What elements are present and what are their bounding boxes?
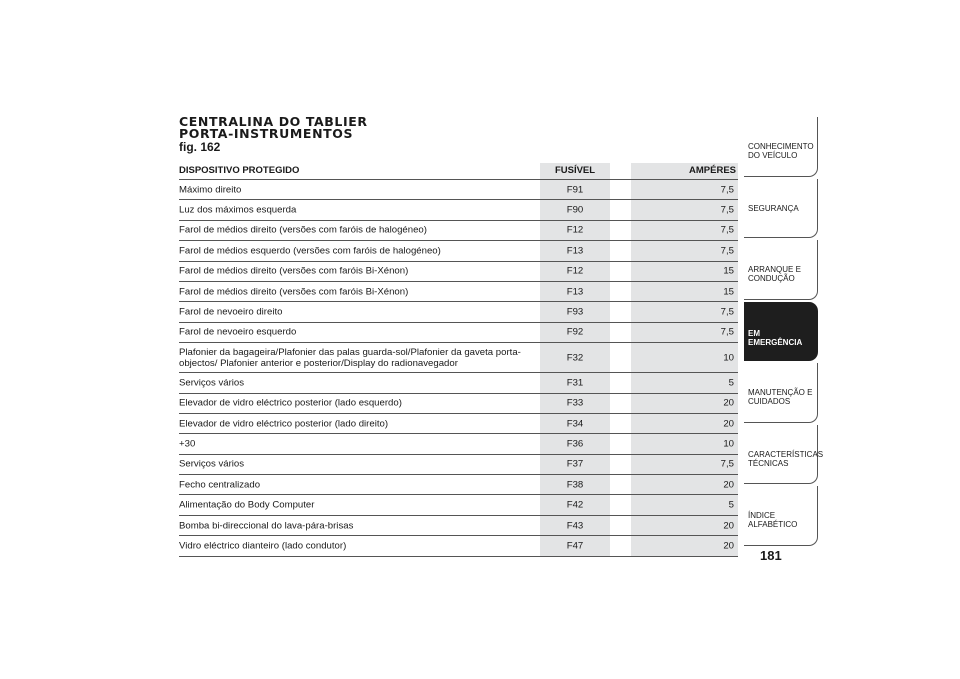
heading-title-line1: CENTRALINA DO TABLIER — [179, 114, 368, 129]
table-row — [179, 221, 738, 241]
fuse-cell: F12 — [566, 265, 584, 277]
fuse-cell: F32 — [566, 352, 584, 364]
table-row — [179, 455, 738, 475]
fuse-cell: F13 — [566, 245, 584, 257]
table-row — [179, 475, 738, 495]
amps-cell: 7,5 — [720, 458, 734, 470]
chapter-tabs — [744, 117, 824, 548]
chapter-tab[interactable] — [744, 117, 818, 177]
amps-cell: 7,5 — [720, 224, 734, 236]
table-row — [179, 495, 738, 515]
table-row — [179, 241, 738, 261]
chapter-tab-label: MANUTENÇÃO E CUIDADOS — [748, 388, 813, 406]
chapter-tab-label: EM EMERGÊNCIA — [748, 328, 803, 347]
table-row — [179, 414, 738, 434]
figure-reference: fig. 162 — [179, 140, 221, 154]
table-row — [179, 536, 738, 556]
device-cell: Farol de nevoeiro esquerdo — [179, 326, 297, 338]
device-cell: Farol de médios direito (versões com faróis de halogéneo) — [179, 224, 427, 236]
fuse-cell: F34 — [566, 418, 584, 430]
table-row — [179, 180, 738, 200]
table-row — [179, 343, 738, 373]
chapter-tab-label: SEGURANÇA — [748, 203, 799, 213]
header-amps: AMPÉRES — [689, 165, 736, 176]
device-cell: Farol de médios direito (versões com faróis Bi-Xénon) — [179, 286, 409, 298]
chapter-tab-label: CONHECIMENTO DO VEÍCULO — [748, 142, 814, 160]
table-row — [179, 302, 738, 322]
device-cell: Vidro eléctrico dianteiro (lado condutor) — [179, 540, 347, 552]
chapter-tab[interactable] — [744, 363, 818, 423]
fuse-cell: F93 — [566, 306, 584, 318]
fuse-cell: F42 — [566, 499, 584, 511]
amps-cell: 20 — [723, 540, 734, 552]
table-row — [179, 516, 738, 536]
fuse-cell: F13 — [566, 286, 584, 298]
device-cell: Farol de médios direito (versões com faróis Bi-Xénon) — [179, 265, 409, 277]
device-cell: Farol de nevoeiro direito — [179, 306, 283, 318]
device-cell: Elevador de vidro eléctrico posterior (lado direito) — [179, 418, 389, 430]
chapter-tab-label: CARACTERÍSTICAS TÉCNICAS — [748, 449, 824, 468]
device-cell: Serviços vários — [179, 377, 245, 389]
fuse-cell: F12 — [566, 224, 584, 236]
amps-cell: 7,5 — [720, 245, 734, 257]
fuse-cell: F38 — [566, 479, 584, 491]
fuse-cell: F91 — [566, 184, 584, 196]
device-cell: Serviços vários — [179, 458, 245, 470]
fuse-cell: F47 — [566, 540, 584, 552]
table-row — [179, 200, 738, 220]
table-row — [179, 262, 738, 282]
amps-cell: 7,5 — [720, 184, 734, 196]
fuse-cell: F36 — [566, 438, 584, 450]
chapter-tab-label: ARRANQUE E CONDUÇÃO — [748, 265, 801, 283]
amps-cell: 15 — [723, 286, 734, 298]
table-row — [179, 373, 738, 393]
fuse-cell: F37 — [566, 458, 584, 470]
table-row — [179, 394, 738, 414]
fuse-table — [179, 163, 738, 557]
heading-title-line2: PORTA-INSTRUMENTOS — [179, 126, 354, 141]
device-cell: Máximo direito — [179, 184, 242, 196]
chapter-tab[interactable] — [744, 302, 818, 362]
amps-cell: 10 — [723, 438, 734, 450]
amps-cell: 20 — [723, 418, 734, 430]
device-cell: Fecho centralizado — [179, 479, 261, 491]
amps-cell: 7,5 — [720, 326, 734, 338]
table-row — [179, 323, 738, 343]
amps-cell: 10 — [723, 352, 734, 364]
header-device: DISPOSITIVO PROTEGIDO — [179, 165, 300, 176]
amps-cell: 20 — [723, 479, 734, 491]
amps-cell: 20 — [723, 397, 734, 409]
section-heading — [179, 116, 368, 155]
device-cell: Elevador de vidro eléctrico posterior (lado esquerdo) — [179, 397, 402, 409]
fuse-cell: F33 — [566, 397, 584, 409]
fuse-cell: F92 — [566, 326, 584, 338]
device-cell: Farol de médios esquerdo (versões com faróis de halogéneo) — [179, 245, 441, 257]
amps-cell: 7,5 — [720, 306, 734, 318]
amps-cell: 20 — [723, 520, 734, 532]
amps-cell: 5 — [728, 499, 734, 511]
fuse-cell: F90 — [566, 204, 584, 216]
amps-cell: 5 — [728, 377, 734, 389]
table-header — [179, 163, 738, 180]
device-cell: +30 — [179, 438, 196, 450]
device-cell: Plafonier da bagageira/Plafonier das palas guarda-sol/Plafonier da gaveta porta-objectos/ Plafonier anterior e posterior/Display do radionavegador — [179, 346, 521, 369]
table-row — [179, 282, 738, 302]
device-cell: Luz dos máximos esquerda — [179, 204, 297, 216]
table-body — [179, 180, 738, 557]
page-number: 181 — [760, 548, 782, 563]
amps-cell: 7,5 — [720, 204, 734, 216]
table-row — [179, 434, 738, 454]
amps-cell: 15 — [723, 265, 734, 277]
device-cell: Alimentação do Body Computer — [179, 499, 315, 511]
chapter-tab[interactable] — [744, 425, 824, 485]
header-fuse: FUSÍVEL — [554, 165, 596, 176]
device-cell: Bomba bi-direccional do lava-pára-brisas — [179, 520, 354, 532]
fuse-cell: F31 — [566, 377, 584, 389]
chapter-tab[interactable] — [744, 179, 818, 239]
chapter-tab[interactable] — [744, 240, 818, 300]
fuse-cell: F43 — [566, 520, 584, 532]
chapter-tab-label: ÍNDICE ALFABÉTICO — [748, 511, 798, 529]
chapter-tab[interactable] — [744, 486, 818, 546]
